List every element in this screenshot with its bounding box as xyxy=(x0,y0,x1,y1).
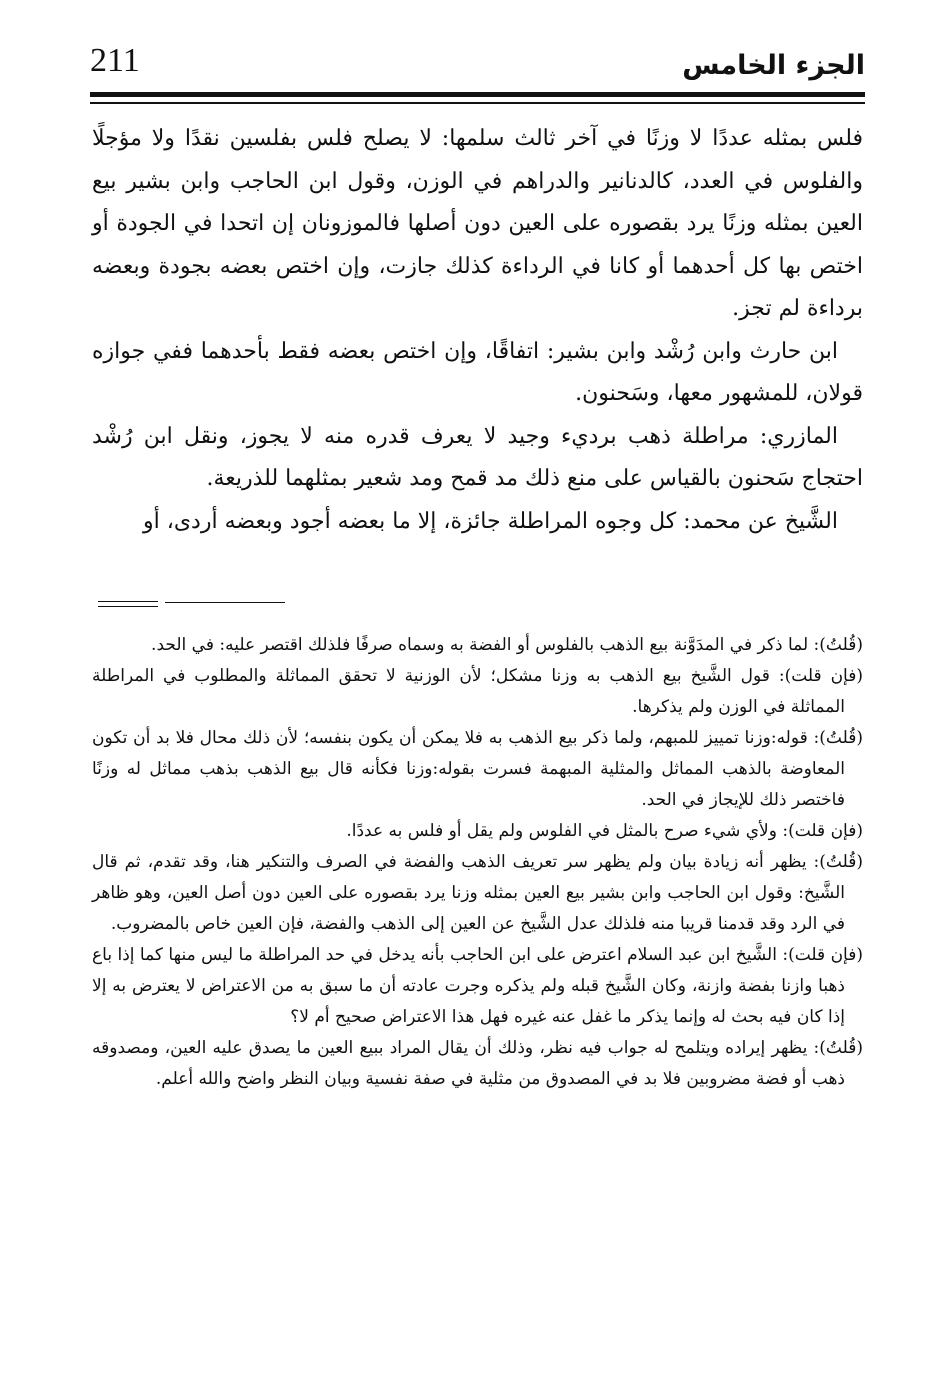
part-title: الجزء الخامس xyxy=(682,50,865,81)
footnote: (قُلتُ): يظهر إيراده ويتلمح له جواب فيه نظر، وذلك أن يقال المراد ببيع العين ما يصدق عليه العين، ومصدوقه ذهب أو فضة مضروبين فلا بد في المصدوق من مثلية في صفة نفسية وبيان النظر واضح والله أعلم. xyxy=(92,1038,863,1089)
main-paragraph: فلس بمثله عددًا لا وزنًا في آخر ثالث سلمها: لا يصلح فلس بفلسين نقدًا ولا مؤجلًا والفلوس في العدد، كالدنانير والدراهم في الوزن، وقول ابن الحاجب وابن بشير بيع العين بمثله وزنًا يرد بقصوره على العين دون أصلها فالموزونان إن اتحدا في الجودة أو اختص بها كل أحدهما أو كانا في الرداءة كذلك جازت، وإن اختص بعضه بجودة وبعضه برداءة لم تجز. xyxy=(92,126,863,321)
footnote: (قُلتُ): قوله:وزنا تمييز للمبهم، ولما ذكر بيع الذهب به فلا يمكن أن يكون بنفسه؛ لأن ذلك محال فلا بد أن تكون المعاوضة بالذهب المماثل والمثلية المبهمة فسرت بقوله:وزنا فكأنه قال بيع الذهب بذهب مماثل له وزنًا فاختصر ذلك للإيجاز في الحد. xyxy=(92,728,863,810)
footnote-separator-line xyxy=(165,602,285,603)
page-number: 211 xyxy=(90,42,140,79)
footnote: (فإن قلت): ولأي شيء صرح بالمثل في الفلوس ولم يقل أو فلس به عددًا. xyxy=(346,821,863,841)
footnote: (قُلتُ): يظهر أنه زيادة بيان ولم يظهر سر تعريف الذهب والفضة في الصرف والتنكير هنا، وقد تقدم، ثم قال الشَّيخ: وقول ابن الحاجب وابن بشير بيع العين بمثله وزنا يرد بقصوره على العين دون أصل العين، وهو ظاهر في الرد وقد قدمنا قريبا منه فلذلك عدل الشَّيخ عن العين إلى الذهب والفضة، فإن العين خاص بالمضروب. xyxy=(92,852,863,934)
footnote: (قُلتُ): لما ذكر في المدَوَّنة بيع الذهب بالفلوس أو الفضة به وسماه صرفًا فلذلك اقتصر عليه: في الحد. xyxy=(151,635,863,655)
footnotes xyxy=(92,630,863,1095)
page-header xyxy=(90,38,865,88)
main-paragraph: ابن حارث وابن رُشْد وابن بشير: اتفاقًا، وإن اختص بعضه فقط بأحدهما ففي جوازه قولان، للمشهور معها، وسَحنون. xyxy=(92,338,863,406)
main-paragraph: الشَّيخ عن محمد: كل وجوه المراطلة جائزة، إلا ما بعضه أجود وبعضه أردى، أو xyxy=(143,508,838,534)
footnote: (فإن قلت): الشَّيخ ابن عبد السلام اعترض على ابن الحاجب بأنه يدخل في حد المراطلة ما ليس منها كما إذا باع ذهبا وازنا بفضة وازنة، وكان الشَّيخ قبله ولم يذكره وجرت عادته أن ما سبق به من الاعتراض لا يعترض به إلا إذا كان فيه بحث له وإنما يذكر ما غفل عنه غيره فهل هذا الاعتراض صحيح أم لا؟ xyxy=(92,945,863,1027)
footnote-separator-mark xyxy=(98,601,158,611)
header-rule-thick xyxy=(90,92,865,97)
footnote: (فإن قلت): قول الشَّيخ بيع الذهب به وزنا مشكل؛ لأن الوزنية لا تحقق المماثلة والمطلوب في المراطلة المماثلة في الوزن ولم يذكرها. xyxy=(92,666,863,717)
header-rule-thin xyxy=(90,102,865,104)
main-text xyxy=(92,118,863,543)
main-paragraph: المازري: مراطلة ذهب برديء وجيد لا يعرف قدره منه لا يجوز، ونقل ابن رُشْد احتجاج سَحنون بالقياس على منع ذلك مد قمح ومد شعير بمثلهما للذريعة. xyxy=(92,423,863,491)
